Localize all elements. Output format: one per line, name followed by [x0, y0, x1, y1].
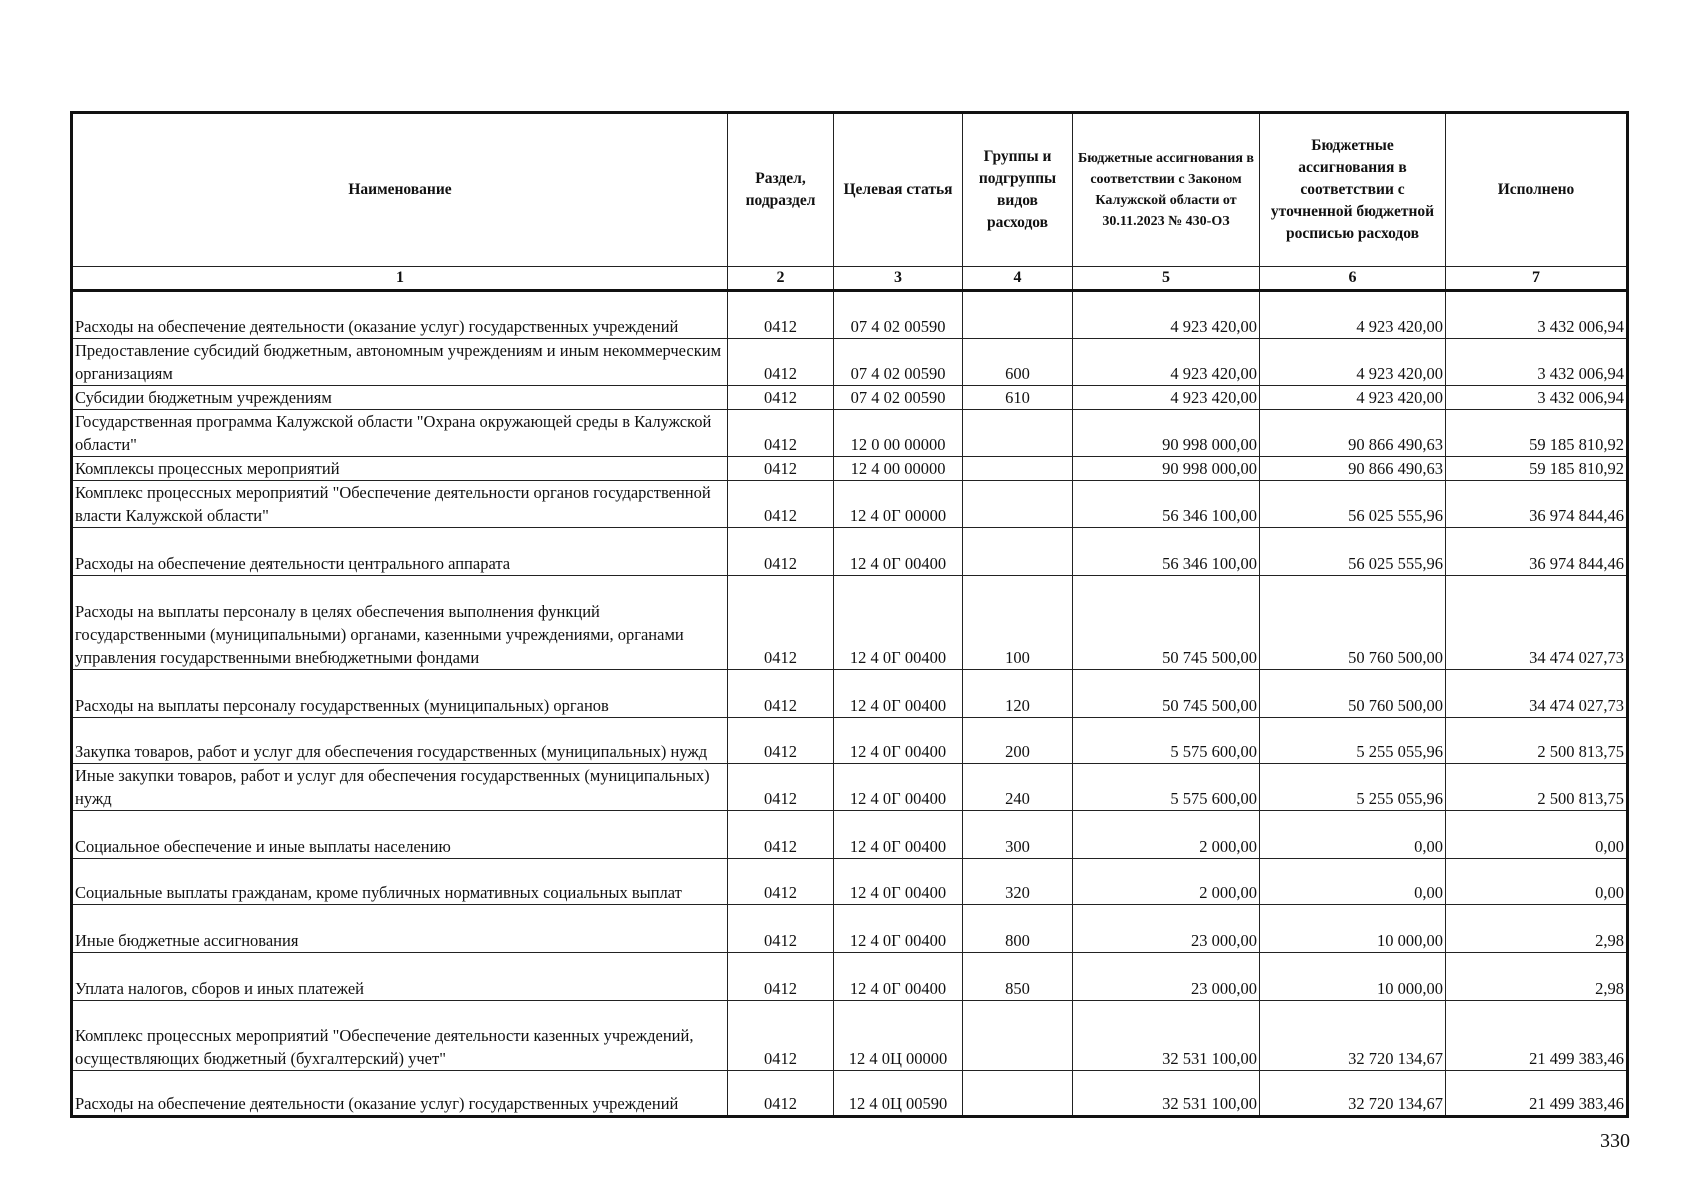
budget-table [70, 111, 1629, 1118]
table-row [72, 528, 1628, 576]
row-section-cell: 0412 [728, 291, 834, 339]
row-revised-allocation-cell: 4 923 420,00 [1260, 291, 1446, 339]
column-number: 5 [1073, 267, 1260, 291]
header-revised-allocations: Бюджетные ассигнования в соответствии с уточненной бюджетной росписью расходов [1260, 113, 1446, 267]
row-executed-cell: 34 474 027,73 [1446, 670, 1628, 718]
row-executed-cell: 3 432 006,94 [1446, 291, 1628, 339]
row-section-cell: 0412 [728, 905, 834, 953]
table-row [72, 905, 1628, 953]
row-law-allocation-cell: 56 346 100,00 [1073, 481, 1260, 528]
row-section-cell: 0412 [728, 811, 834, 859]
row-executed-cell: 2,98 [1446, 953, 1628, 1001]
row-executed-cell: 0,00 [1446, 859, 1628, 905]
row-law-allocation-cell: 32 531 100,00 [1073, 1001, 1260, 1071]
table-row [72, 859, 1628, 905]
column-number-row [72, 267, 1628, 291]
row-name-cell: Иные закупки товаров, работ и услуг для обеспечения государственных (муниципальных) нужд [72, 764, 728, 811]
row-name-cell: Государственная программа Калужской области "Охрана окружающей среды в Калужской области" [72, 410, 728, 457]
row-law-allocation-cell: 56 346 100,00 [1073, 528, 1260, 576]
row-law-allocation-cell: 2 000,00 [1073, 859, 1260, 905]
row-executed-cell: 3 432 006,94 [1446, 386, 1628, 410]
row-section-cell: 0412 [728, 718, 834, 764]
row-name-cell: Комплекс процессных мероприятий "Обеспечение деятельности казенных учреждений, осуществляющих бюджетный (бухгалтерский) учет" [72, 1001, 728, 1071]
row-article-cell: 12 4 0Г 00000 [834, 481, 963, 528]
table-row [72, 811, 1628, 859]
row-group-cell: 800 [963, 905, 1073, 953]
row-article-cell: 12 4 0Г 00400 [834, 859, 963, 905]
row-revised-allocation-cell: 32 720 134,67 [1260, 1001, 1446, 1071]
row-revised-allocation-cell: 0,00 [1260, 811, 1446, 859]
row-executed-cell: 59 185 810,92 [1446, 457, 1628, 481]
row-group-cell [963, 457, 1073, 481]
row-law-allocation-cell: 4 923 420,00 [1073, 291, 1260, 339]
table-row [72, 291, 1628, 339]
row-law-allocation-cell: 90 998 000,00 [1073, 410, 1260, 457]
row-article-cell: 12 4 0Г 00400 [834, 905, 963, 953]
row-executed-cell: 36 974 844,46 [1446, 528, 1628, 576]
row-article-cell: 12 4 0Г 00400 [834, 528, 963, 576]
row-name-cell: Расходы на выплаты персоналу государственных (муниципальных) органов [72, 670, 728, 718]
row-article-cell: 12 4 0Ц 00590 [834, 1071, 963, 1117]
row-section-cell: 0412 [728, 528, 834, 576]
row-name-cell: Социальное обеспечение и иные выплаты населению [72, 811, 728, 859]
header-group: Группы и подгруппы видов расходов [963, 113, 1073, 267]
row-name-cell: Иные бюджетные ассигнования [72, 905, 728, 953]
header-law-allocations: Бюджетные ассигнования в соответствии с Законом Калужской области от 30.11.2023 № 430-ОЗ [1073, 113, 1260, 267]
row-section-cell: 0412 [728, 339, 834, 386]
row-article-cell: 12 4 0Г 00400 [834, 811, 963, 859]
row-executed-cell: 36 974 844,46 [1446, 481, 1628, 528]
row-revised-allocation-cell: 50 760 500,00 [1260, 576, 1446, 670]
header-executed: Исполнено [1446, 113, 1628, 267]
row-group-cell [963, 410, 1073, 457]
column-number: 7 [1446, 267, 1628, 291]
row-article-cell: 12 4 0Г 00400 [834, 718, 963, 764]
row-name-cell: Комплексы процессных мероприятий [72, 457, 728, 481]
row-law-allocation-cell: 4 923 420,00 [1073, 339, 1260, 386]
row-group-cell: 300 [963, 811, 1073, 859]
row-article-cell: 07 4 02 00590 [834, 386, 963, 410]
row-group-cell [963, 481, 1073, 528]
row-executed-cell: 34 474 027,73 [1446, 576, 1628, 670]
row-article-cell: 07 4 02 00590 [834, 339, 963, 386]
row-revised-allocation-cell: 56 025 555,96 [1260, 528, 1446, 576]
table-row [72, 457, 1628, 481]
row-name-cell: Закупка товаров, работ и услуг для обеспечения государственных (муниципальных) нужд [72, 718, 728, 764]
row-name-cell: Комплекс процессных мероприятий "Обеспечение деятельности органов государственной власти Калужской области" [72, 481, 728, 528]
row-section-cell: 0412 [728, 410, 834, 457]
row-law-allocation-cell: 50 745 500,00 [1073, 576, 1260, 670]
column-number: 1 [72, 267, 728, 291]
column-number: 6 [1260, 267, 1446, 291]
row-law-allocation-cell: 50 745 500,00 [1073, 670, 1260, 718]
table-row [72, 953, 1628, 1001]
row-law-allocation-cell: 2 000,00 [1073, 811, 1260, 859]
row-law-allocation-cell: 4 923 420,00 [1073, 386, 1260, 410]
row-section-cell: 0412 [728, 859, 834, 905]
table-row [72, 718, 1628, 764]
row-group-cell: 120 [963, 670, 1073, 718]
row-article-cell: 12 4 0Г 00400 [834, 953, 963, 1001]
row-name-cell: Расходы на обеспечение деятельности (оказание услуг) государственных учреждений [72, 291, 728, 339]
column-number: 3 [834, 267, 963, 291]
row-law-allocation-cell: 23 000,00 [1073, 905, 1260, 953]
row-revised-allocation-cell: 10 000,00 [1260, 905, 1446, 953]
row-name-cell: Субсидии бюджетным учреждениям [72, 386, 728, 410]
row-article-cell: 12 4 0Ц 00000 [834, 1001, 963, 1071]
page-number: 330 [1600, 1130, 1630, 1152]
row-name-cell: Социальные выплаты гражданам, кроме публичных нормативных социальных выплат [72, 859, 728, 905]
row-law-allocation-cell: 90 998 000,00 [1073, 457, 1260, 481]
row-section-cell: 0412 [728, 764, 834, 811]
row-revised-allocation-cell: 5 255 055,96 [1260, 764, 1446, 811]
row-revised-allocation-cell: 0,00 [1260, 859, 1446, 905]
row-name-cell: Уплата налогов, сборов и иных платежей [72, 953, 728, 1001]
header-article: Целевая статья [834, 113, 963, 267]
row-section-cell: 0412 [728, 386, 834, 410]
row-group-cell: 850 [963, 953, 1073, 1001]
row-section-cell: 0412 [728, 576, 834, 670]
row-article-cell: 12 4 0Г 00400 [834, 670, 963, 718]
row-law-allocation-cell: 5 575 600,00 [1073, 764, 1260, 811]
row-group-cell: 320 [963, 859, 1073, 905]
table-row [72, 410, 1628, 457]
row-revised-allocation-cell: 10 000,00 [1260, 953, 1446, 1001]
table-body [72, 291, 1628, 1117]
row-name-cell: Расходы на выплаты персоналу в целях обеспечения выполнения функций государственными (муниципальными) органами, казенными учреждениями, органами управления государственными внебюджетными фондами [72, 576, 728, 670]
row-group-cell: 100 [963, 576, 1073, 670]
row-revised-allocation-cell: 90 866 490,63 [1260, 457, 1446, 481]
header-name: Наименование [72, 113, 728, 267]
row-group-cell [963, 1001, 1073, 1071]
row-section-cell: 0412 [728, 953, 834, 1001]
row-executed-cell: 59 185 810,92 [1446, 410, 1628, 457]
header-row [72, 113, 1628, 267]
row-executed-cell: 3 432 006,94 [1446, 339, 1628, 386]
row-article-cell: 12 4 00 00000 [834, 457, 963, 481]
table-row [72, 764, 1628, 811]
row-executed-cell: 2 500 813,75 [1446, 718, 1628, 764]
row-group-cell: 610 [963, 386, 1073, 410]
row-executed-cell: 21 499 383,46 [1446, 1071, 1628, 1117]
header-section: Раздел, подраздел [728, 113, 834, 267]
row-law-allocation-cell: 23 000,00 [1073, 953, 1260, 1001]
row-revised-allocation-cell: 32 720 134,67 [1260, 1071, 1446, 1117]
row-revised-allocation-cell: 50 760 500,00 [1260, 670, 1446, 718]
row-article-cell: 12 0 00 00000 [834, 410, 963, 457]
row-revised-allocation-cell: 5 255 055,96 [1260, 718, 1446, 764]
table-row [72, 481, 1628, 528]
table-row [72, 386, 1628, 410]
table-row [72, 670, 1628, 718]
row-executed-cell: 2,98 [1446, 905, 1628, 953]
row-section-cell: 0412 [728, 457, 834, 481]
row-revised-allocation-cell: 4 923 420,00 [1260, 386, 1446, 410]
row-revised-allocation-cell: 56 025 555,96 [1260, 481, 1446, 528]
row-revised-allocation-cell: 4 923 420,00 [1260, 339, 1446, 386]
column-number: 4 [963, 267, 1073, 291]
row-article-cell: 12 4 0Г 00400 [834, 764, 963, 811]
row-name-cell: Расходы на обеспечение деятельности (оказание услуг) государственных учреждений [72, 1071, 728, 1117]
column-number: 2 [728, 267, 834, 291]
row-section-cell: 0412 [728, 1071, 834, 1117]
row-law-allocation-cell: 5 575 600,00 [1073, 718, 1260, 764]
row-executed-cell: 2 500 813,75 [1446, 764, 1628, 811]
row-group-cell [963, 291, 1073, 339]
row-section-cell: 0412 [728, 1001, 834, 1071]
row-section-cell: 0412 [728, 670, 834, 718]
row-executed-cell: 21 499 383,46 [1446, 1001, 1628, 1071]
row-law-allocation-cell: 32 531 100,00 [1073, 1071, 1260, 1117]
table-row [72, 339, 1628, 386]
row-revised-allocation-cell: 90 866 490,63 [1260, 410, 1446, 457]
row-article-cell: 07 4 02 00590 [834, 291, 963, 339]
row-name-cell: Расходы на обеспечение деятельности центрального аппарата [72, 528, 728, 576]
row-group-cell: 600 [963, 339, 1073, 386]
row-section-cell: 0412 [728, 481, 834, 528]
row-group-cell: 200 [963, 718, 1073, 764]
row-group-cell [963, 1071, 1073, 1117]
row-executed-cell: 0,00 [1446, 811, 1628, 859]
table-row [72, 1001, 1628, 1071]
row-name-cell: Предоставление субсидий бюджетным, автономным учреждениям и иным некоммерческим организациям [72, 339, 728, 386]
row-group-cell [963, 528, 1073, 576]
table-row [72, 576, 1628, 670]
table-row [72, 1071, 1628, 1117]
row-article-cell: 12 4 0Г 00400 [834, 576, 963, 670]
row-group-cell: 240 [963, 764, 1073, 811]
